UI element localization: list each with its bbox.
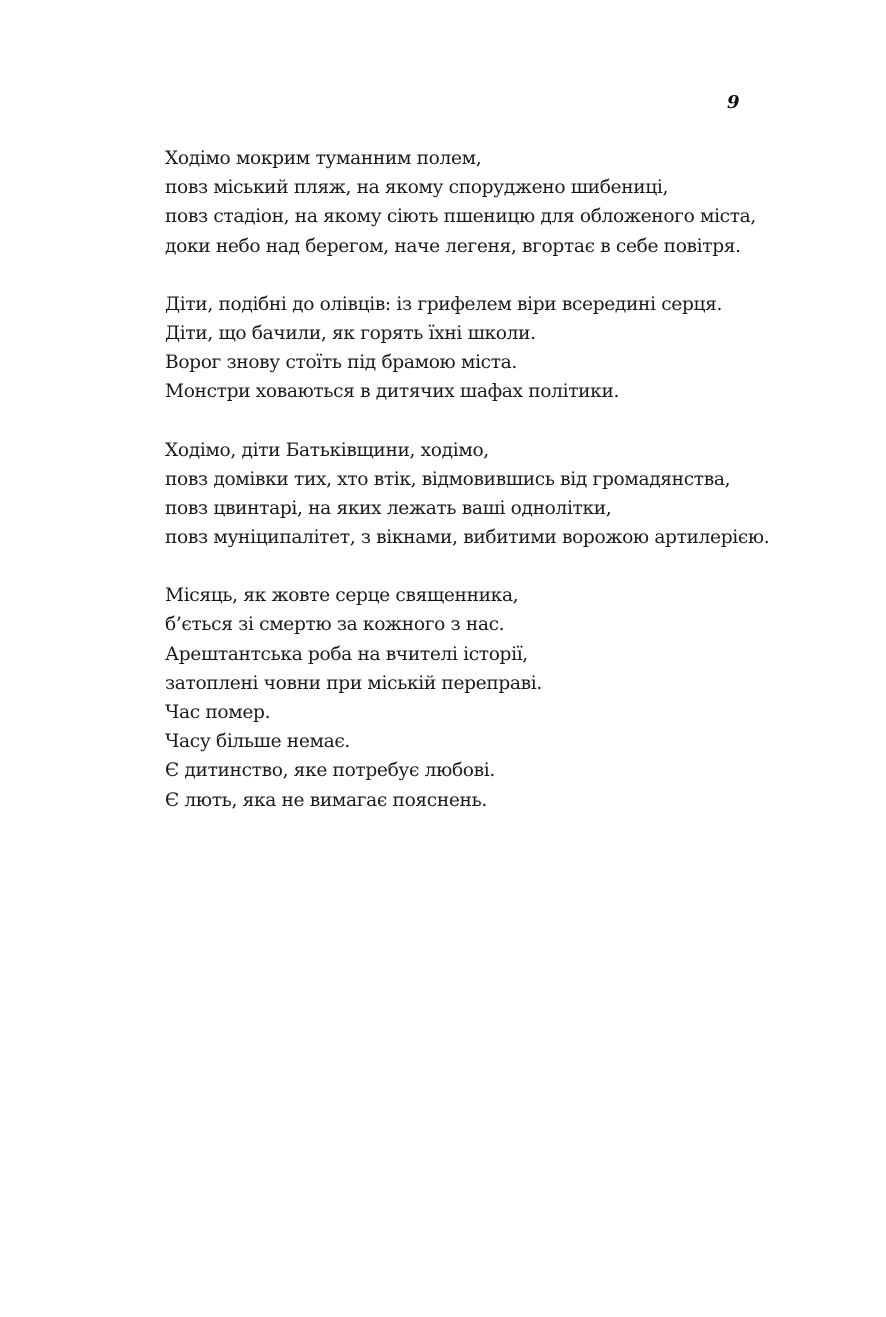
poem-line: Є лють, яка не вимагає пояснень. <box>165 789 487 811</box>
stanza <box>165 290 865 407</box>
poem-line: Місяць, як жовте серце священника, <box>165 585 519 607</box>
stanza <box>165 581 865 815</box>
stanza <box>165 436 865 553</box>
page-number: 9 <box>727 92 740 113</box>
poem-line: повз стадіон, на якому сіють пшеницю для обложеного міста, <box>165 206 756 228</box>
poem-line: повз міський пляж, на якому споруджено шибениці, <box>165 177 669 199</box>
poem <box>165 144 865 815</box>
poem-line: Ворог знову стоїть під брамою міста. <box>165 352 517 374</box>
poem-line: Час помер. <box>165 702 271 723</box>
poem-line: повз домівки тих, хто втік, відмовившись від громадянства, <box>165 468 731 490</box>
poem-line: затоплені човни при міській переправі. <box>165 672 542 694</box>
poem-line: повз цвинтарі, на яких лежать ваші однолітки, <box>165 497 612 519</box>
poem-line: повз муніципалітет, з вікнами, вибитими ворожою артилерією. <box>165 527 770 549</box>
poem-line: Діти, що бачили, як горять їхні школи. <box>165 322 536 344</box>
poem-line: б’ється зі смертю за кожного з нас. <box>165 614 505 636</box>
poem-line: Часу більше немає. <box>165 731 350 753</box>
poem-line: Є дитинство, яке потребує любові. <box>165 760 495 782</box>
poem-line: Діти, подібні до олівців: із грифелем віри всередині серця. <box>165 293 723 315</box>
poem-line: доки небо над берегом, наче легеня, вгортає в себе повітря. <box>165 235 741 257</box>
poem-line: Ходімо, діти Батьківщини, ходімо, <box>165 439 489 461</box>
poem-line: Ходімо мокрим туманним полем, <box>165 148 482 169</box>
poem-line: Арештантська роба на вчителі історії, <box>165 643 528 665</box>
poem-line: Монстри ховаються в дитячих шафах політики. <box>165 381 620 403</box>
stanza <box>165 144 865 261</box>
